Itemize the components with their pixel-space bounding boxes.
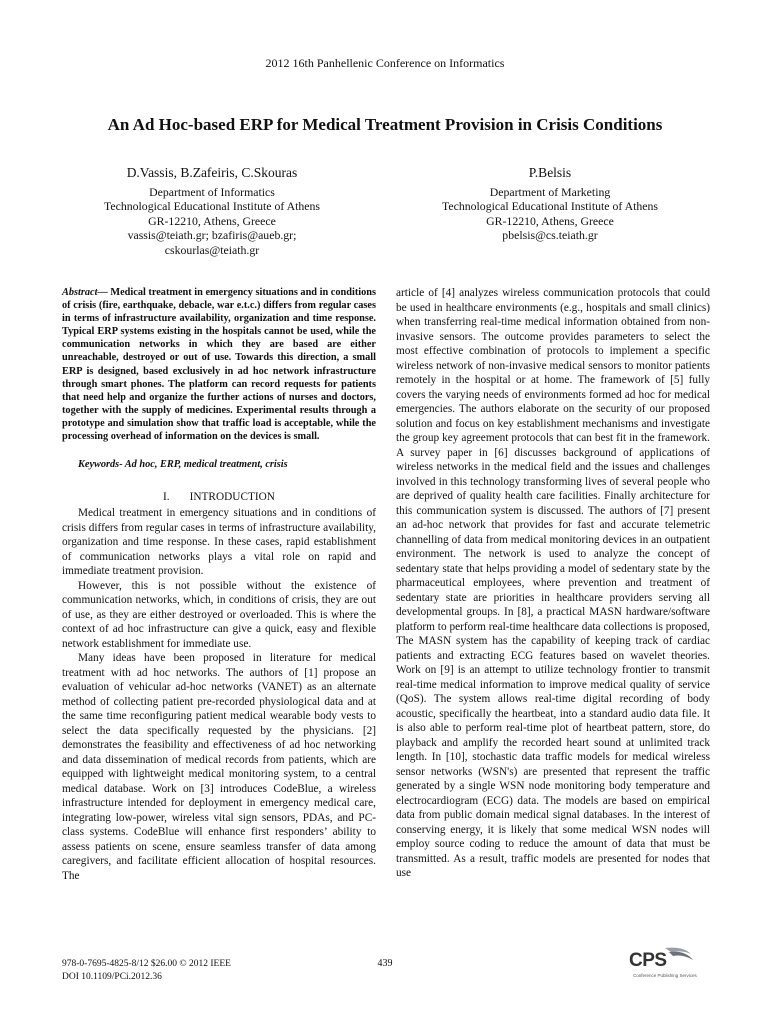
author-email-line: pbelsis@cs.teiath.gr <box>502 228 598 242</box>
author-affiliation-line: Technological Educational Institute of Athens <box>441 199 659 213</box>
author-names: D.Vassis, B.Zafeiris, C.Skouras <box>126 165 298 180</box>
author-names: P.Belsis <box>528 165 572 180</box>
abstract-label: Abstract— <box>62 287 108 298</box>
page-number: 439 <box>377 958 393 969</box>
keywords: Keywords- Ad hoc, ERP, medical treatment, crisis <box>78 459 288 471</box>
left-column <box>62 286 376 883</box>
author-block-right <box>400 166 700 243</box>
paragraph: Medical treatment in emergency situations and in conditions of crisis differs from regular cases in terms of infrastructure availability, organization and time response. In these cases, rapid establishment of communication networks plays a vital role on rapid and immediate treatment provision. <box>62 507 376 578</box>
author-affiliation-line: Technological Educational Institute of Athens <box>103 199 321 213</box>
abstract <box>62 286 376 443</box>
paragraph: article of [4] analyzes wireless communication protocols that could be used in healthcare environments (e.g., hospitals and small clinics) when transferring real-time medical information obtained from non-invasive sensors. The outcome provides parameters to select the most effective combination of protocols to implement a specific wireless network of non-invasive medical sensors to monitor patients remotely in the hospital or at home. The framework of [5] fully covers the varying needs of environments formed ad hoc for medical emergencies. The authors elaborate on the security of our proposed solution and focus on key establishment mechanisms and investigate the group key agreement protocols that can best fit in the framework. A survey paper in [6] discusses background of applications of wireless networks in the medical field and the issues and challenges involved in this technology transforming lives of several people who are deprived of quality health care facilities. Finally architecture for this communication system is discussed. The authors of [7] present an ad-hoc network that provides for fast and accurate telemetric channelling of data from medical monitoring devices in an outpatient environment. The network is used to analyze the concept of sedentary state that helps providing a model of sedentary state by the pharmaceutical employees, where prevention and treatment of sedentary state are priorities in healthcare providers serving all developmental groups. In [8], a practical MASN hardware/software platform to perform real-time healthcare data collections is proposed, The MASN system has the capability of keeping track of cardiac patients and extracting ECG features based on wavelet theories. Work on [9] is an attempt to utilize technology frontier to transmit real-time medical information to improve medical quality of service (QoS). The system allows real-time digital recording of body acoustic, specifically the heartbeat, into a standard audio data file. It is also able to perform real-time plot of heartbeat pattern, store, do playback and amplify the recorded heart sound at unlimited track length. In [10], stochastic data traffic models for medical wireless sensor networks (WSN's) are presented that represent the traffic generated by a single WSN node monitoring body temperature and electrocardiogram (ECG) data. The models are based on empirical data from public domain medical signal databases. In the interest of conserving energy, it is likely that some medical WSN nodes will employ source coding to reduce the amount of data that must be transmitted. As a result, traffic models are presented for nodes that use <box>396 287 710 879</box>
author-affiliation-line: GR-12210, Athens, Greece <box>148 213 276 228</box>
conference-header: 2012 16th Panhellenic Conference on Informatics <box>265 56 505 70</box>
author-affiliation-line: Department of Informatics <box>149 184 275 199</box>
right-column <box>396 286 710 881</box>
logo-subtitle: Conference Publishing Services <box>633 973 697 978</box>
paragraph: However, this is not possible without the existence of communication networks, which, in conditions of crisis, they are out of use, as they are either destroyed or overloaded. This is where the context of ad hoc infrastructure can give a quick, easy and flexible network establishment for immediate use. <box>62 579 376 650</box>
section-title: INTRODUCTION <box>189 490 275 503</box>
paper-title: An Ad Hoc-based ERP for Medical Treatment Provision in Crisis Conditions <box>107 115 663 134</box>
author-email-line: cskourlas@teiath.gr <box>164 242 260 257</box>
author-affiliation-line: GR-12210, Athens, Greece <box>486 213 614 228</box>
author-block-left <box>72 166 352 257</box>
section-number: I. <box>163 490 170 503</box>
footer-isbn: 978-0-7695-4825-8/12 $26.00 © 2012 IEEE <box>62 959 231 969</box>
paragraph: Many ideas have been proposed in literature for medical treatment with ad hoc networks. The authors of [1] propose an evaluation of vehicular ad-hoc networks (VANET) as an alternate method of collecting patient pre-recorded physiological data and at the same time reconfiguring patient medical wearable body vests to select the data specifically requested by the physicians. [2] demonstrates the feasibility and effectiveness of ad hoc networking and data dissemination of medical records from patients, which are equipped with lightweight medical monitoring system, to a central medical database. Work on [3] introduces CodeBlue, a wireless infrastructure intended for deployment in emergency medical care, integrating low-power, wireless vital sign sensors, PDAs, and PC-class systems. CodeBlue will enhance first responders’ ability to assess patients on scene, ensure seamless transfer of data among caregivers, and facilitate efficient allocation of hospital resources. The <box>62 652 376 882</box>
abstract-text: Medical treatment in emergency situations and in conditions of crisis (fire, earthquake, debacle, war e.t.c.) differs from regular cases in terms of infrastructure availability, organization and time response. Typical ERP systems existing in the hospitals cannot be used, while the communication networks in which they are based are either unreachable, destroyed or out of use. Towards this direction, a small ERP is designed, based exclusively in ad hoc network infrastructure through smart phones. The platform can record requests for patients that need help and organize the further actions of nurses and doctors, together with the supply of medicines. Experimental results through a prototype and simulation show that traffic load is acceptable, while the processing overhead of information on the devices is small. <box>62 287 376 443</box>
logo-text: CPS <box>629 950 667 971</box>
author-email-line: vassis@teiath.gr; bzafiris@aueb.gr; <box>127 228 297 242</box>
author-affiliation-line: Department of Marketing <box>489 184 611 199</box>
footer-doi: DOI 10.1109/PCi.2012.36 <box>62 972 162 982</box>
cps-logo <box>625 946 695 982</box>
section-heading <box>62 490 376 505</box>
